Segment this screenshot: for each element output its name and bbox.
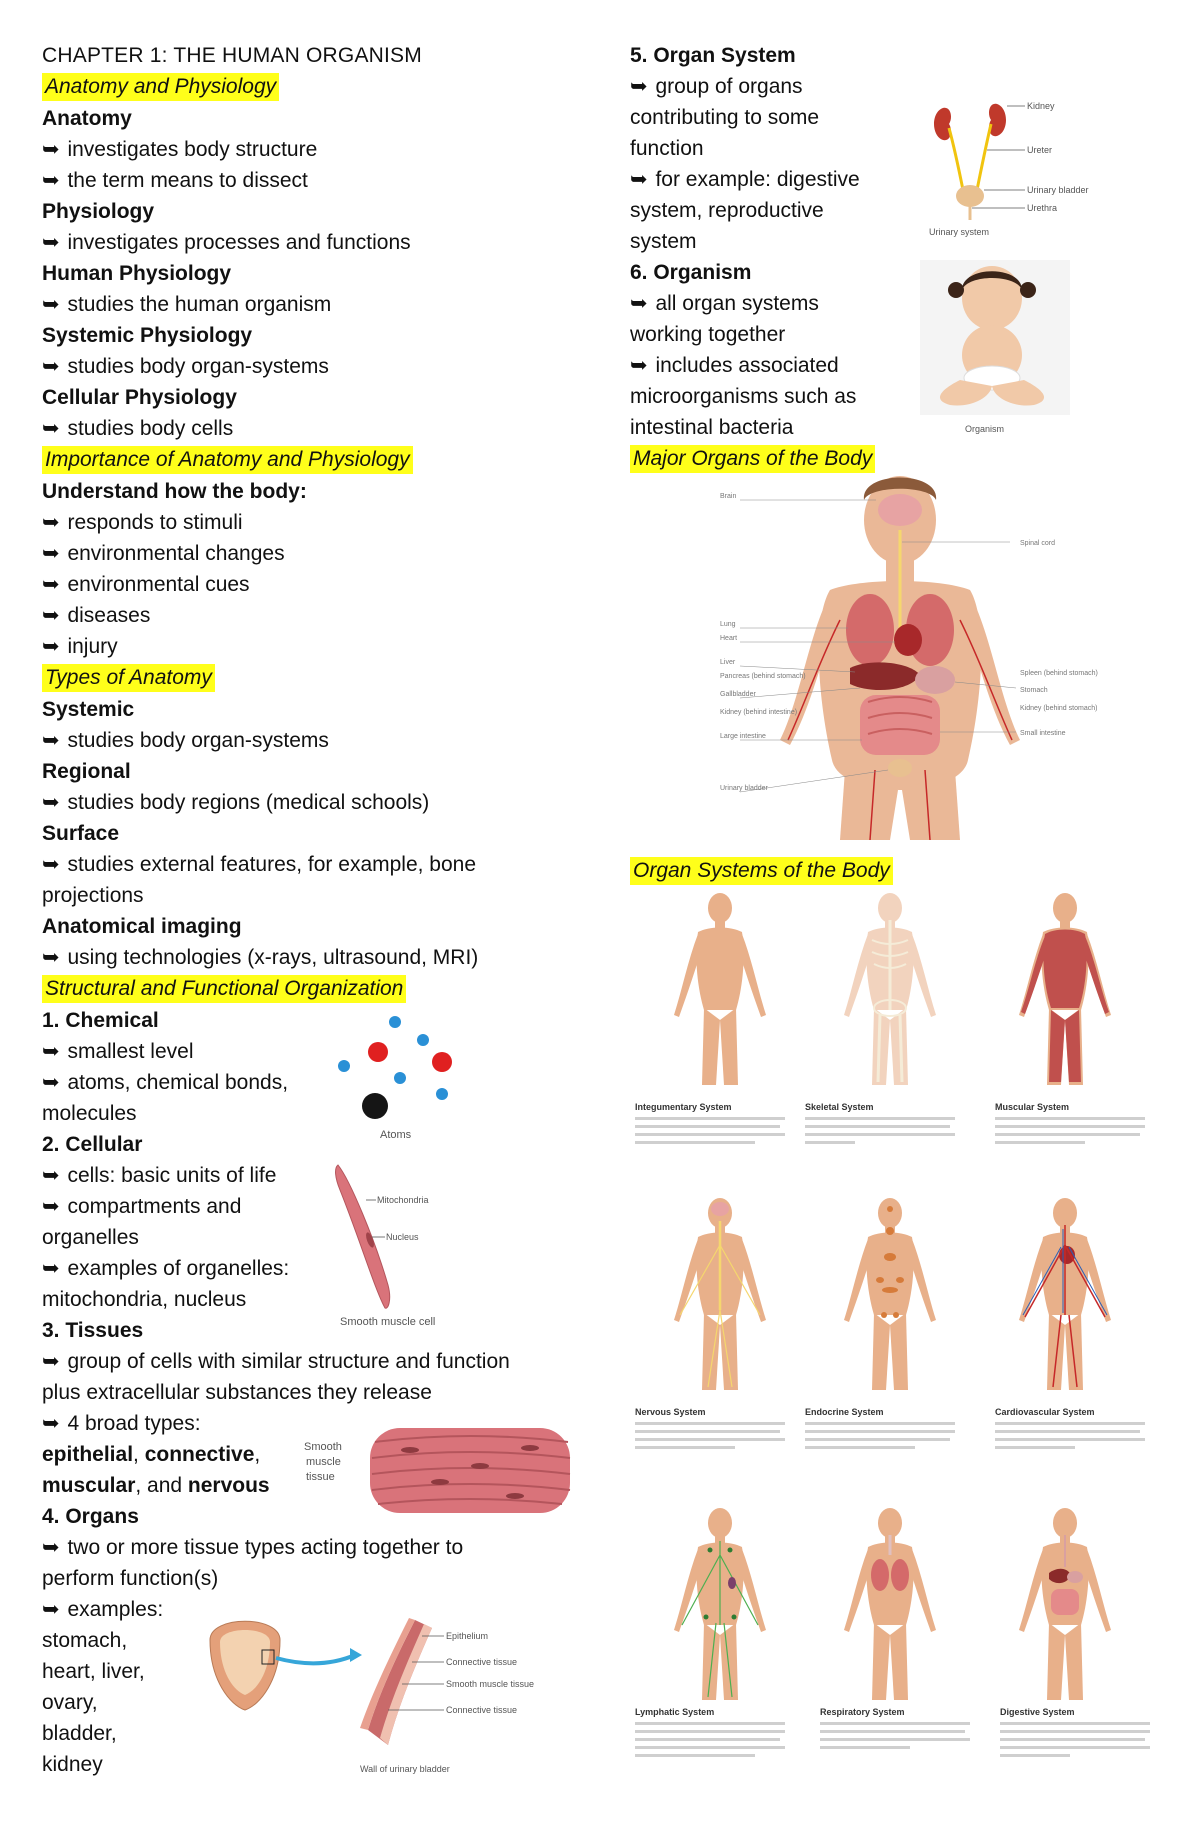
organ-example: bladder, [42,1722,117,1745]
bullet: ➥ two or more tissue types acting together to [42,1536,464,1559]
bullet: ➥ studies external features, for example, bone projections [42,853,477,907]
bladder [956,185,984,207]
bullet: ➥ investigates body structure [42,138,318,161]
bullet: ➥ investigates processes and functions [42,231,411,254]
atom-blue [389,1016,401,1028]
tissue-types-line: epithelial, connective, [42,1443,261,1466]
label-kidney: Kidney (behind intestine) [720,709,798,716]
organ-systems-heading-row [630,855,893,887]
respiratory-figure [844,1508,936,1700]
system-description-lines [635,1722,1150,1757]
bullet-continued: mitochondria, nucleus [42,1288,247,1311]
bullet: ➥ diseases [42,604,151,627]
bullet: ➥ atoms, chemical bonds, [42,1071,289,1094]
term-heading: Systemic [42,698,135,721]
smooth-muscle-cell-caption: Smooth muscle cell [340,1316,436,1328]
smooth-muscle-tissue-label: Smooth muscle tissue [446,1679,535,1689]
section-heading: Importance of Anatomy and Physiology [42,446,413,474]
tissue-fibers [370,1428,570,1513]
label-heart: Heart [720,635,738,642]
urethra-label: Urethra [1027,203,1058,213]
section-heading: Organ Systems of the Body [630,857,893,885]
endocrine-figure [844,1198,936,1390]
bullet: ➥ 4 broad types: [42,1412,201,1435]
bullet: ➥ cells: basic units of life [42,1164,277,1187]
heart [894,624,922,656]
bullet: ➥ environmental cues [42,573,250,596]
bullet-continued: system [630,230,697,253]
muscular-figure [1019,893,1111,1085]
label-spinal-cord: Spinal cord [1020,540,1056,547]
kidney-label: Kidney [1027,101,1055,111]
system-title: Cardiovascular System [995,1407,1095,1417]
label-lung: Lung [720,621,736,628]
label-large-intestine: Large intestine [720,733,766,740]
section-heading: Major Organs of the Body [630,445,875,473]
bullet: ➥ studies body cells [42,417,234,440]
term-heading: Systemic Physiology [42,324,253,347]
term-heading: Physiology [42,200,155,223]
chapter-title: CHAPTER 1: THE HUMAN ORGANISM [42,44,422,67]
bladder-wall-caption: Wall of urinary bladder [360,1764,450,1774]
bullet: ➥ all organ systems [630,292,819,315]
ureter-label: Ureter [1027,145,1053,155]
label-small-intestine: Small intestine [1020,730,1066,737]
organ-example: kidney [42,1753,103,1776]
urinary-bladder-label: Urinary bladder [1027,185,1089,195]
label-kidney-right: Kidney (behind stomach) [1020,705,1098,712]
urinary-bladder [888,759,912,777]
bullet: ➥ examples of organelles: [42,1257,290,1280]
bullet-continued: intestinal bacteria [630,416,794,439]
bullet: ➥ environmental changes [42,542,285,565]
term-heading: Surface [42,822,120,845]
bullet: ➥ examples: [42,1598,164,1621]
bullet: ➥ using technologies (x-rays, ultrasound, MRI) [42,946,479,969]
atom-red [432,1052,452,1072]
bullet: ➥ studies the human organism [42,293,332,316]
skeletal-figure [844,893,936,1085]
term-heading: 2. Cellular [42,1133,143,1156]
bullet-continued: plus extracellular substances they release [42,1381,432,1404]
system-title: Muscular System [995,1102,1070,1112]
epithelium-label: Epithelium [446,1631,489,1641]
integumentary-figure [674,893,766,1085]
connective-tissue-label: Connective tissue [446,1657,518,1667]
atom-blue [394,1072,406,1084]
stomach [915,666,955,694]
term-heading: 3. Tissues [42,1319,144,1342]
system-title: Respiratory System [820,1707,905,1717]
term-heading: 6. Organism [630,261,752,284]
bullet: ➥ smallest level [42,1040,194,1063]
nervous-figure [674,1198,766,1390]
section-heading: Anatomy and Physiology [42,73,279,101]
intestines [860,695,940,755]
digestive-figure [1019,1508,1111,1700]
bullet: ➥ the term means to dissect [42,169,308,192]
connective-tissue-label-2: Connective tissue [446,1705,518,1715]
cardiovascular-figure [1019,1198,1111,1390]
system-description-lines [635,1422,1145,1449]
term-heading: Understand how the body: [42,480,307,503]
system-title: Integumentary System [635,1102,732,1112]
system-description-lines [635,1117,1145,1144]
organism-figure [920,260,1070,440]
bullet: ➥ responds to stimuli [42,511,243,534]
bullet-continued: working together [630,323,786,346]
kidney-right [989,104,1006,136]
label-brain: Brain [720,493,737,500]
label-stomach: Stomach [1020,687,1048,694]
organ-example: heart, liver, [42,1660,145,1683]
atoms-figure [330,1010,470,1145]
bullet: ➥ studies body organ-systems [42,355,329,378]
bullet: ➥ group of cells with similar structure and function [42,1350,510,1373]
atom-black [362,1093,388,1119]
smooth-muscle-tissue-figure [300,1420,580,1520]
label-liver: Liver [720,659,736,666]
atom-blue [417,1034,429,1046]
kidney-left [934,108,951,140]
bullet: ➥ group of organs [630,75,803,98]
section-heading: Structural and Functional Organization [42,975,406,1003]
atoms-caption: Atoms [380,1129,412,1141]
term-heading: Cellular Physiology [42,386,237,409]
urinary-system-caption: Urinary system [929,227,990,237]
system-title: Lymphatic System [635,1707,715,1717]
bullet: ➥ studies body organ-systems [42,729,329,752]
bullet: ➥ includes associated [630,354,839,377]
smooth-muscle-cell-figure [330,1160,490,1335]
nucleus-label: Nucleus [386,1232,419,1242]
bullet-continued: perform function(s) [42,1567,219,1590]
mitochondria-label: Mitochondria [377,1195,429,1205]
bullet-continued: microorganisms such as [630,385,857,408]
system-title: Digestive System [1000,1707,1075,1717]
major-organs-figure [720,470,1100,840]
label-gallbladder: Gallbladder [720,691,756,698]
lymphatic-figure [674,1508,766,1700]
term-heading: 4. Organs [42,1505,139,1528]
organism-caption: Organism [965,424,1005,434]
bullet: ➥ studies body regions (medical schools) [42,791,430,814]
label-pancreas: Pancreas (behind stomach) [720,673,806,680]
organ-systems-grid [630,885,1170,1805]
tissue-label-2: muscle [306,1456,341,1468]
term-heading: Human Physiology [42,262,232,285]
tissue-label-1: Smooth [304,1441,342,1453]
section-heading: Types of Anatomy [42,664,215,692]
system-title: Endocrine System [805,1407,884,1417]
tissue-label-3: tissue [306,1471,335,1483]
tissue-types-line-2: muscular, and nervous [42,1474,270,1497]
atom-blue [436,1088,448,1100]
urinary-system-figure [925,90,1155,250]
atom-red [368,1042,388,1062]
lung-left [846,594,894,666]
term-heading: 5. Organ System [630,44,796,67]
bladder-wall-figure [200,1610,580,1785]
organ-example: stomach, [42,1629,128,1652]
bullet-continued: system, reproductive [630,199,824,222]
term-heading: 1. Chemical [42,1009,159,1032]
bullet-continued: molecules [42,1102,137,1125]
label-urinary-bladder: Urinary bladder [720,785,768,792]
term-heading: Anatomy [42,107,132,130]
atom-blue [338,1060,350,1072]
organ-example: ovary, [42,1691,98,1714]
term-heading: Anatomical imaging [42,915,242,938]
label-spleen: Spleen (behind stomach) [1020,670,1098,677]
system-title: Nervous System [635,1407,706,1417]
bullet-continued: contributing to some [630,106,820,129]
bullet: ➥ injury [42,635,118,658]
brain [878,494,922,526]
bullet: ➥ compartments and [42,1195,242,1218]
system-title: Skeletal System [805,1102,874,1112]
bullet-continued: function [630,137,704,160]
bullet-continued: organelles [42,1226,139,1249]
bullet: ➥ for example: digestive [630,168,860,191]
term-heading: Regional [42,760,131,783]
